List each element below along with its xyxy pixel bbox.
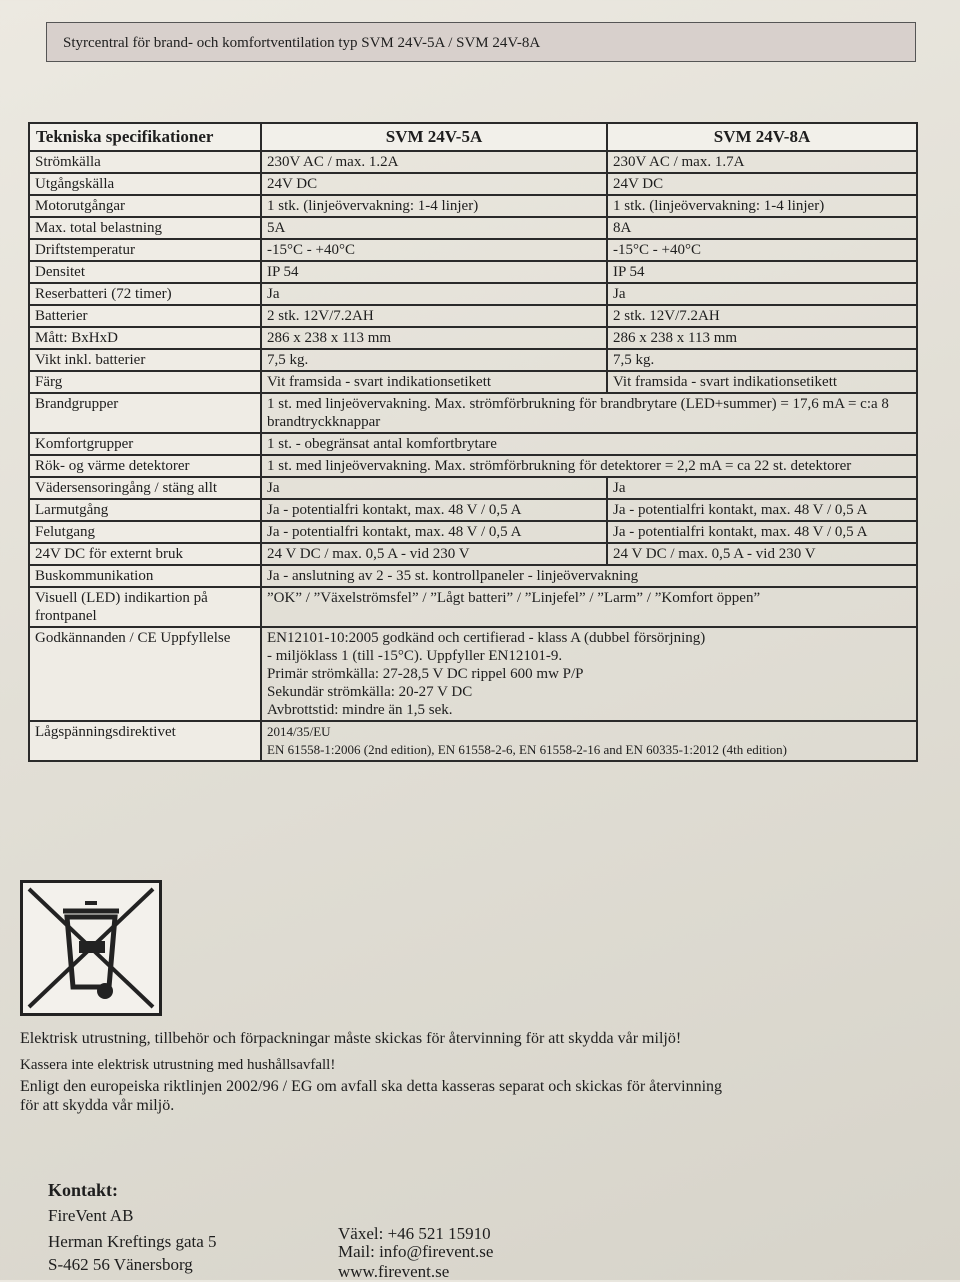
row-label: Larmutgång bbox=[29, 499, 261, 521]
cell-8a: 24 V DC / max. 0,5 A - vid 230 V bbox=[607, 543, 917, 565]
cell-5a: Ja - potentialfri kontakt, max. 48 V / 0,5 A bbox=[261, 521, 607, 543]
header-model-5a: SVM 24V-5A bbox=[261, 123, 607, 151]
cell-5a: 24V DC bbox=[261, 173, 607, 195]
row-label: Brandgrupper bbox=[29, 393, 261, 433]
cell-5a: 2 stk. 12V/7.2AH bbox=[261, 305, 607, 327]
row-label: Lågspänningsdirektivet bbox=[29, 721, 261, 761]
table-row bbox=[29, 371, 917, 393]
row-label: Buskommunikation bbox=[29, 565, 261, 587]
header-model-8a: SVM 24V-8A bbox=[607, 123, 917, 151]
table-row bbox=[29, 151, 917, 173]
directive-line: 2014/35/EU bbox=[267, 724, 331, 739]
row-label: Rök- og värme detektorer bbox=[29, 455, 261, 477]
cell-8a: 24V DC bbox=[607, 173, 917, 195]
cell-5a: -15°C - +40°C bbox=[261, 239, 607, 261]
specifications-table bbox=[28, 122, 918, 762]
cell-merged: 1 st. med linjeövervakning. Max. strömförbrukning för brandbrytare (LED+summer) = 17,6 mA = c:a 8 brandtryckknappar bbox=[261, 393, 917, 433]
row-label: Vädersensoringång / stäng allt bbox=[29, 477, 261, 499]
recycling-notice-line: Kassera inte elektrisk utrustning med hushållsavfall! bbox=[20, 1057, 336, 1073]
cell-8a: Ja - potentialfri kontakt, max. 48 V / 0,5 A bbox=[607, 521, 917, 543]
recycling-notice-line: Enligt den europeiska riktlinjen 2002/96 / EG om avfall ska detta kasseras separat och skickas för återvinning bbox=[20, 1078, 723, 1095]
table-row bbox=[29, 587, 917, 627]
table-row bbox=[29, 349, 917, 371]
cell-5a: 1 stk. (linjeövervakning: 1-4 linjer) bbox=[261, 195, 607, 217]
row-label: Densitet bbox=[29, 261, 261, 283]
contact-web-link[interactable]: www.firevent.se bbox=[338, 1262, 450, 1281]
recycling-notice-line: för att skydda vår miljö. bbox=[20, 1097, 175, 1114]
cell-5a: 24 V DC / max. 0,5 A - vid 230 V bbox=[261, 543, 607, 565]
row-label: Motorutgångar bbox=[29, 195, 261, 217]
weee-symbol bbox=[20, 880, 162, 1016]
crossed-out-wheelie-bin-icon bbox=[23, 883, 159, 1013]
row-label: Felutgang bbox=[29, 521, 261, 543]
row-label: Mått: BxHxD bbox=[29, 327, 261, 349]
cell-5a: 286 x 238 x 113 mm bbox=[261, 327, 607, 349]
table-row bbox=[29, 477, 917, 499]
document-title: Styrcentral för brand- och komfortventilation typ SVM 24V-5A / SVM 24V-8A bbox=[63, 35, 541, 51]
row-label: Godkännanden / CE Uppfyllelse bbox=[29, 627, 261, 721]
row-label: Batterier bbox=[29, 305, 261, 327]
table-row bbox=[29, 195, 917, 217]
cell-5a: IP 54 bbox=[261, 261, 607, 283]
row-label: Vikt inkl. batterier bbox=[29, 349, 261, 371]
row-label: Komfortgrupper bbox=[29, 433, 261, 455]
cell-8a: 2 stk. 12V/7.2AH bbox=[607, 305, 917, 327]
table-row bbox=[29, 565, 917, 587]
cell-merged: 1 st. med linjeövervakning. Max. strömförbrukning för detektorer = 2,2 mA = ca 22 st. detektorer bbox=[261, 455, 917, 477]
contact-mail: Mail: info@firevent.se bbox=[338, 1242, 494, 1261]
table-row bbox=[29, 283, 917, 305]
contact-heading: Kontakt: bbox=[48, 1180, 119, 1200]
cell-8a: IP 54 bbox=[607, 261, 917, 283]
cell-5a: Ja - potentialfri kontakt, max. 48 V / 0,5 A bbox=[261, 499, 607, 521]
cell-merged bbox=[261, 721, 917, 761]
cell-5a: Ja bbox=[261, 283, 607, 305]
cell-5a: Vit framsida - svart indikationsetikett bbox=[261, 371, 607, 393]
cell-8a: Vit framsida - svart indikationsetikett bbox=[607, 371, 917, 393]
cell-merged: Ja - anslutning av 2 - 35 st. kontrollpaneler - linjeövervakning bbox=[261, 565, 917, 587]
contact-street: Herman Kreftings gata 5 bbox=[48, 1232, 217, 1251]
cell-5a: 5A bbox=[261, 217, 607, 239]
row-label: 24V DC för externt bruk bbox=[29, 543, 261, 565]
approval-line: Avbrottstid: mindre än 1,5 sek. bbox=[267, 702, 453, 718]
cell-5a: 230V AC / max. 1.2A bbox=[261, 151, 607, 173]
contact-city: S-462 56 Vänersborg bbox=[48, 1255, 193, 1274]
table-row bbox=[29, 521, 917, 543]
cell-8a: 230V AC / max. 1.7A bbox=[607, 151, 917, 173]
table-header-row bbox=[29, 123, 917, 151]
row-label: Utgångskälla bbox=[29, 173, 261, 195]
row-label: Driftstemperatur bbox=[29, 239, 261, 261]
directive-line: EN 61558-1:2006 (2nd edition), EN 61558-2-6, EN 61558-2-16 and EN 60335-1:2012 (4th edition) bbox=[267, 742, 787, 757]
row-label: Reserbatteri (72 timer) bbox=[29, 283, 261, 305]
document-header bbox=[46, 22, 916, 62]
table-row bbox=[29, 627, 917, 721]
table-row bbox=[29, 721, 917, 761]
table-row bbox=[29, 327, 917, 349]
cell-5a: 7,5 kg. bbox=[261, 349, 607, 371]
approval-line: - miljöklass 1 (till -15°C). Uppfyller EN12101-9. bbox=[267, 648, 563, 664]
contact-company: FireVent AB bbox=[48, 1206, 134, 1225]
cell-8a: 286 x 238 x 113 mm bbox=[607, 327, 917, 349]
row-label: Färg bbox=[29, 371, 261, 393]
cell-8a: 1 stk. (linjeövervakning: 1-4 linjer) bbox=[607, 195, 917, 217]
table-row bbox=[29, 261, 917, 283]
row-label: Strömkälla bbox=[29, 151, 261, 173]
cell-merged bbox=[261, 627, 917, 721]
table-row bbox=[29, 173, 917, 195]
recycling-notice-line: Elektrisk utrustning, tillbehör och förpackningar måste skickas för återvinning för att skydda vår miljö! bbox=[20, 1030, 682, 1047]
cell-8a: Ja - potentialfri kontakt, max. 48 V / 0,5 A bbox=[607, 499, 917, 521]
cell-8a: 7,5 kg. bbox=[607, 349, 917, 371]
cell-8a: 8A bbox=[607, 217, 917, 239]
cell-8a: Ja bbox=[607, 477, 917, 499]
cell-merged: ”OK” / ”Växelströmsfel” / ”Lågt batteri” / ”Linjefel” / ”Larm” / ”Komfort öppen” bbox=[261, 587, 917, 627]
cell-8a: Ja bbox=[607, 283, 917, 305]
table-row bbox=[29, 239, 917, 261]
cell-merged: 1 st. - obegränsat antal komfortbrytare bbox=[261, 433, 917, 455]
contact-phone: Växel: +46 521 15910 bbox=[338, 1224, 491, 1243]
table-row bbox=[29, 217, 917, 239]
approval-line: Primär strömkälla: 27-28,5 V DC rippel 600 mw P/P bbox=[267, 666, 584, 682]
cell-8a: -15°C - +40°C bbox=[607, 239, 917, 261]
approval-line: Sekundär strömkälla: 20-27 V DC bbox=[267, 684, 473, 700]
table-row bbox=[29, 499, 917, 521]
table-row bbox=[29, 455, 917, 477]
table-row bbox=[29, 393, 917, 433]
table-row bbox=[29, 305, 917, 327]
table-row bbox=[29, 433, 917, 455]
approval-line: EN12101-10:2005 godkänd och certifierad - klass A (dubbel försörjning) bbox=[267, 630, 706, 646]
cell-5a: Ja bbox=[261, 477, 607, 499]
header-specs: Tekniska specifikationer bbox=[29, 123, 261, 151]
table-row bbox=[29, 543, 917, 565]
row-label: Max. total belastning bbox=[29, 217, 261, 239]
row-label: Visuell (LED) indikartion på frontpanel bbox=[29, 587, 261, 627]
